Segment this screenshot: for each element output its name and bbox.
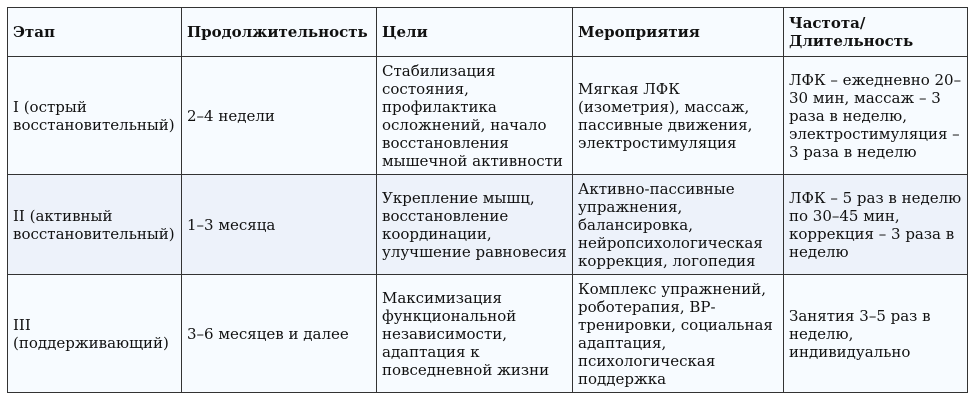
table-row: [8, 57, 968, 175]
header-goals: Цели: [377, 8, 573, 57]
cell-frequency: ЛФК – 5 раз в неделю по 30–45 мин, коррекция – 3 раза в неделю: [784, 175, 968, 275]
cell-goals: Стабилизация состояния, профилактика осложнений, начало восстановления мышечной активности: [377, 57, 573, 175]
cell-frequency: ЛФК – ежедневно 20–30 мин, массаж – 3 раза в неделю, электростимуляция – 3 раза в неделю: [784, 57, 968, 175]
cell-activities: Комплекс упражнений, роботерапия, ВР-тренировки, социальная адаптация, психологическая поддержка: [573, 275, 784, 393]
cell-duration: 1–3 месяца: [182, 175, 377, 275]
header-stage: Этап: [8, 8, 182, 57]
cell-duration: 3–6 месяцев и далее: [182, 275, 377, 393]
header-frequency: Частота/ Длительность: [784, 8, 968, 57]
cell-activities: Активно-пассивные упражнения, балансировка, нейропсихологическая коррекция, логопедия: [573, 175, 784, 275]
cell-frequency: Занятия 3–5 раз в неделю, индивидуально: [784, 275, 968, 393]
header-duration: Продолжительность: [182, 8, 377, 57]
rehabilitation-stages-table: [7, 7, 968, 393]
cell-activities: Мягкая ЛФК (изометрия), массаж, пассивные движения, электростимуляция: [573, 57, 784, 175]
table-row: [8, 275, 968, 393]
table-row: [8, 175, 968, 275]
cell-stage: II (активный восстановительный): [8, 175, 182, 275]
cell-goals: Укрепление мышц, восстановление координации, улучшение равновесия: [377, 175, 573, 275]
cell-goals: Максимизация функциональной независимости, адаптация к повседневной жизни: [377, 275, 573, 393]
header-activities: Мероприятия: [573, 8, 784, 57]
cell-duration: 2–4 недели: [182, 57, 377, 175]
cell-stage: III (поддерживающий): [8, 275, 182, 393]
header-row: [8, 8, 968, 57]
cell-stage: I (острый восстановительный): [8, 57, 182, 175]
